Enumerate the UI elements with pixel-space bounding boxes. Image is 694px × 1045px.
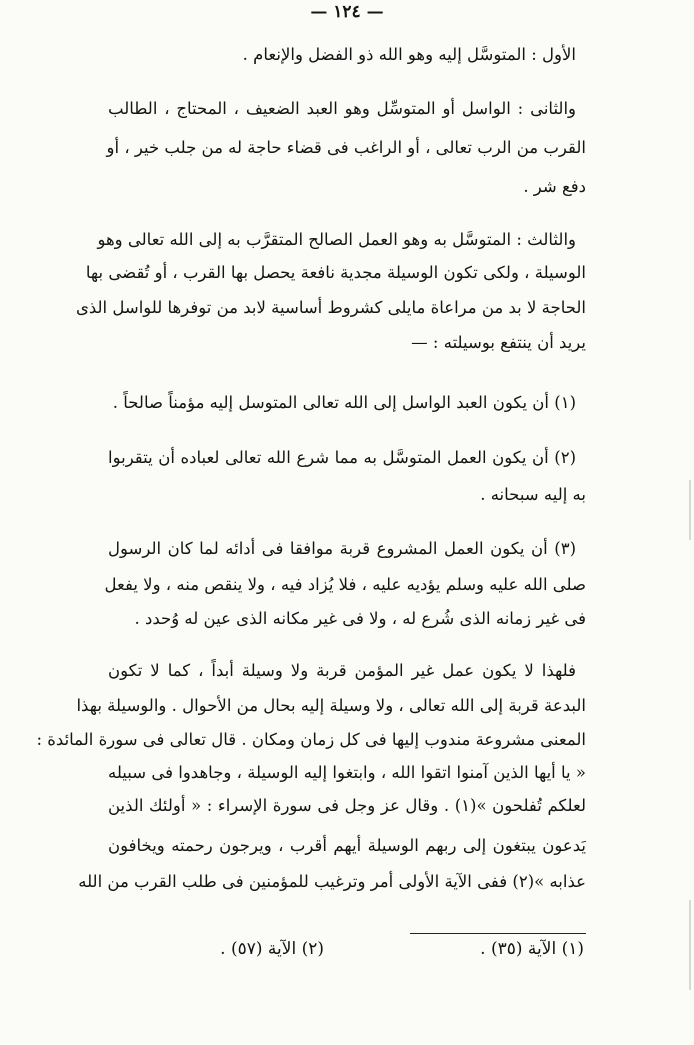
text-line: البدعة قربة إلى الله تعالى ، ولا وسيلة إليه بحال من الأحوال . والوسيلة بهذا [76,696,586,715]
text-line: به إليه سبحانه . [480,485,586,504]
text-line: (٢) أن يكون العمل المتوسَّل به مما شرع الله تعالى لعباده أن يتقربوا [108,448,576,467]
text-line: المعنى مشروعة مندوب إليها فى كل زمان ومكان . قال تعالى فى سورة المائدة : [36,730,586,749]
text-line: « يا أيها الذين آمنوا اتقوا الله ، وابتغوا إليه الوسيلة ، وجاهدوا فى سبيله [108,763,586,782]
page-edge-mark [689,480,691,540]
text-line: (١) أن يكون العبد الواسل إلى الله تعالى المتوسل إليه مؤمناً صالحاً . [112,393,576,412]
footnote-2: (٢) الآية (٥٧) . [220,939,324,959]
text-line: صلى الله عليه وسلم يؤديه عليه ، فلا يُزاد فيه ، ولا ينقص منه ، ولا يفعل [104,575,586,594]
text-line: عذابه »(٢) ففى الآية الأولى أمر وترغيب للمؤمنين فى طلب القرب من الله [78,872,586,891]
text-line: دفع شر . [523,177,586,196]
text-line: يَدعون يبتغون إلى ربهم الوسيلة أيهم أقرب ، ويرجون رحمته ويخافون [108,836,586,855]
footnote-1: (١) الآية (٣٥) . [480,939,584,959]
text-line: يريد أن ينتفع بوسيلته : — [411,333,586,352]
text-line: الوسيلة ، ولكى تكون الوسيلة مجدية نافعة يحصل بها القرب ، أو تُقضى بها [85,263,586,282]
text-line: والثالث : المتوسَّل به وهو العمل الصالح المتقرَّب به إلى الله تعالى وهو [97,230,576,249]
text-line: القرب من الرب تعالى ، أو الراغب فى قضاء حاجة له من جلب خير ، أو [106,138,586,157]
text-line: فى غير زمانه الذى شُرع له ، ولا فى غير مكانه الذى عين له وُحدد . [134,609,586,628]
text-line: فلهذا لا يكون عمل غير المؤمن قربة ولا وسيلة أبداً ، كما لا تكون [108,661,576,680]
page-edge-mark [689,900,691,990]
text-line: والثانى : الواسل أو المتوسِّل وهو العبد الضعيف ، المحتاج ، الطالب [108,99,576,118]
text-line: (٣) أن يكون العمل المشروع قربة موافقا فى أدائه لما كان الرسول [108,539,576,558]
text-line: الأول : المتوسَّل إليه وهو الله ذو الفضل والإنعام . [242,45,576,64]
page-number: — ١٢٤ — [310,2,384,22]
footnote-divider [410,933,586,934]
text-line: لعلكم تُفلحون »(١) . وقال عز وجل فى سورة الإسراء : « أولئك الذين [108,796,586,815]
text-line: الحاجة لا بد من مراعاة مايلى كشروط أساسية لابد من توفرها للواسل الذى [75,298,586,317]
